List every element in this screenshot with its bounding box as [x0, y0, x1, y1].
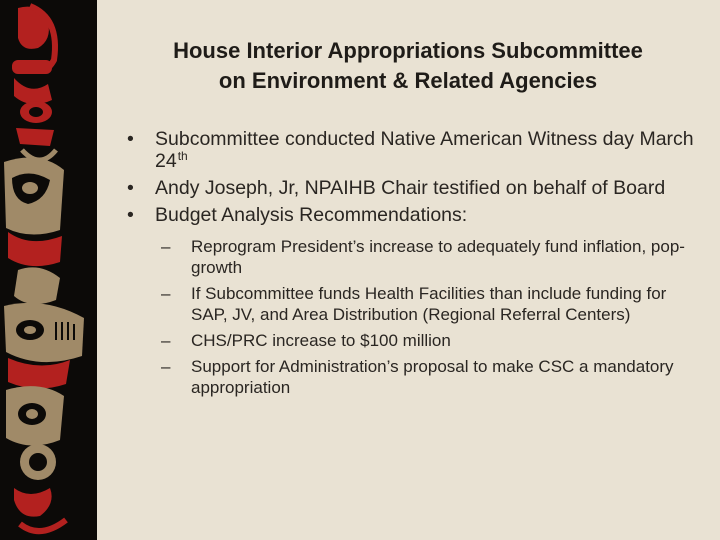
bullet-glyph: • — [127, 177, 134, 199]
dash-glyph: – — [161, 284, 171, 303]
title-line-1: House Interior Appropriations Subcommittee — [173, 38, 643, 63]
formline-art-icon — [0, 0, 97, 540]
bullet-item — [127, 177, 697, 199]
ordinal-suffix: th — [177, 148, 188, 163]
dash-glyph: – — [161, 331, 171, 350]
bullet-item — [127, 204, 697, 398]
bullet-list — [127, 128, 697, 403]
bullet-text: Budget Analysis Recommendations: — [155, 204, 468, 226]
sub-bullet-text: CHS/PRC increase to $100 million — [191, 331, 451, 350]
sub-bullet-item — [161, 283, 697, 325]
bullet-text: Andy Joseph, Jr, NPAIHB Chair testified on behalf of Board — [155, 177, 666, 199]
sub-bullet-text: Reprogram President’s increase to adequately fund inflation, pop-growth — [191, 237, 685, 277]
sub-bullet-item — [161, 356, 697, 398]
title-line-2: on Environment & Related Agencies — [218, 68, 598, 93]
sub-bullet-text: If Subcommittee funds Health Facilities than include funding for SAP, JV, and Area Distribution (Regional Referral Centers) — [191, 284, 667, 324]
sub-bullet-text: Support for Administration’s proposal to make CSC a mandatory appropriation — [191, 357, 674, 397]
bullet-glyph: • — [127, 204, 134, 226]
slide-title — [120, 36, 696, 96]
sub-bullet-item — [161, 330, 697, 351]
dash-glyph: – — [161, 237, 171, 256]
dash-glyph: – — [161, 357, 171, 376]
sub-bullet-item — [161, 236, 697, 278]
decorative-art-band — [0, 0, 97, 540]
bullet-glyph: • — [127, 128, 134, 150]
bullet-text: Subcommittee conducted Native American Witness day March 24 — [155, 128, 694, 172]
bullet-item — [127, 128, 697, 172]
sub-bullet-list — [155, 236, 697, 398]
